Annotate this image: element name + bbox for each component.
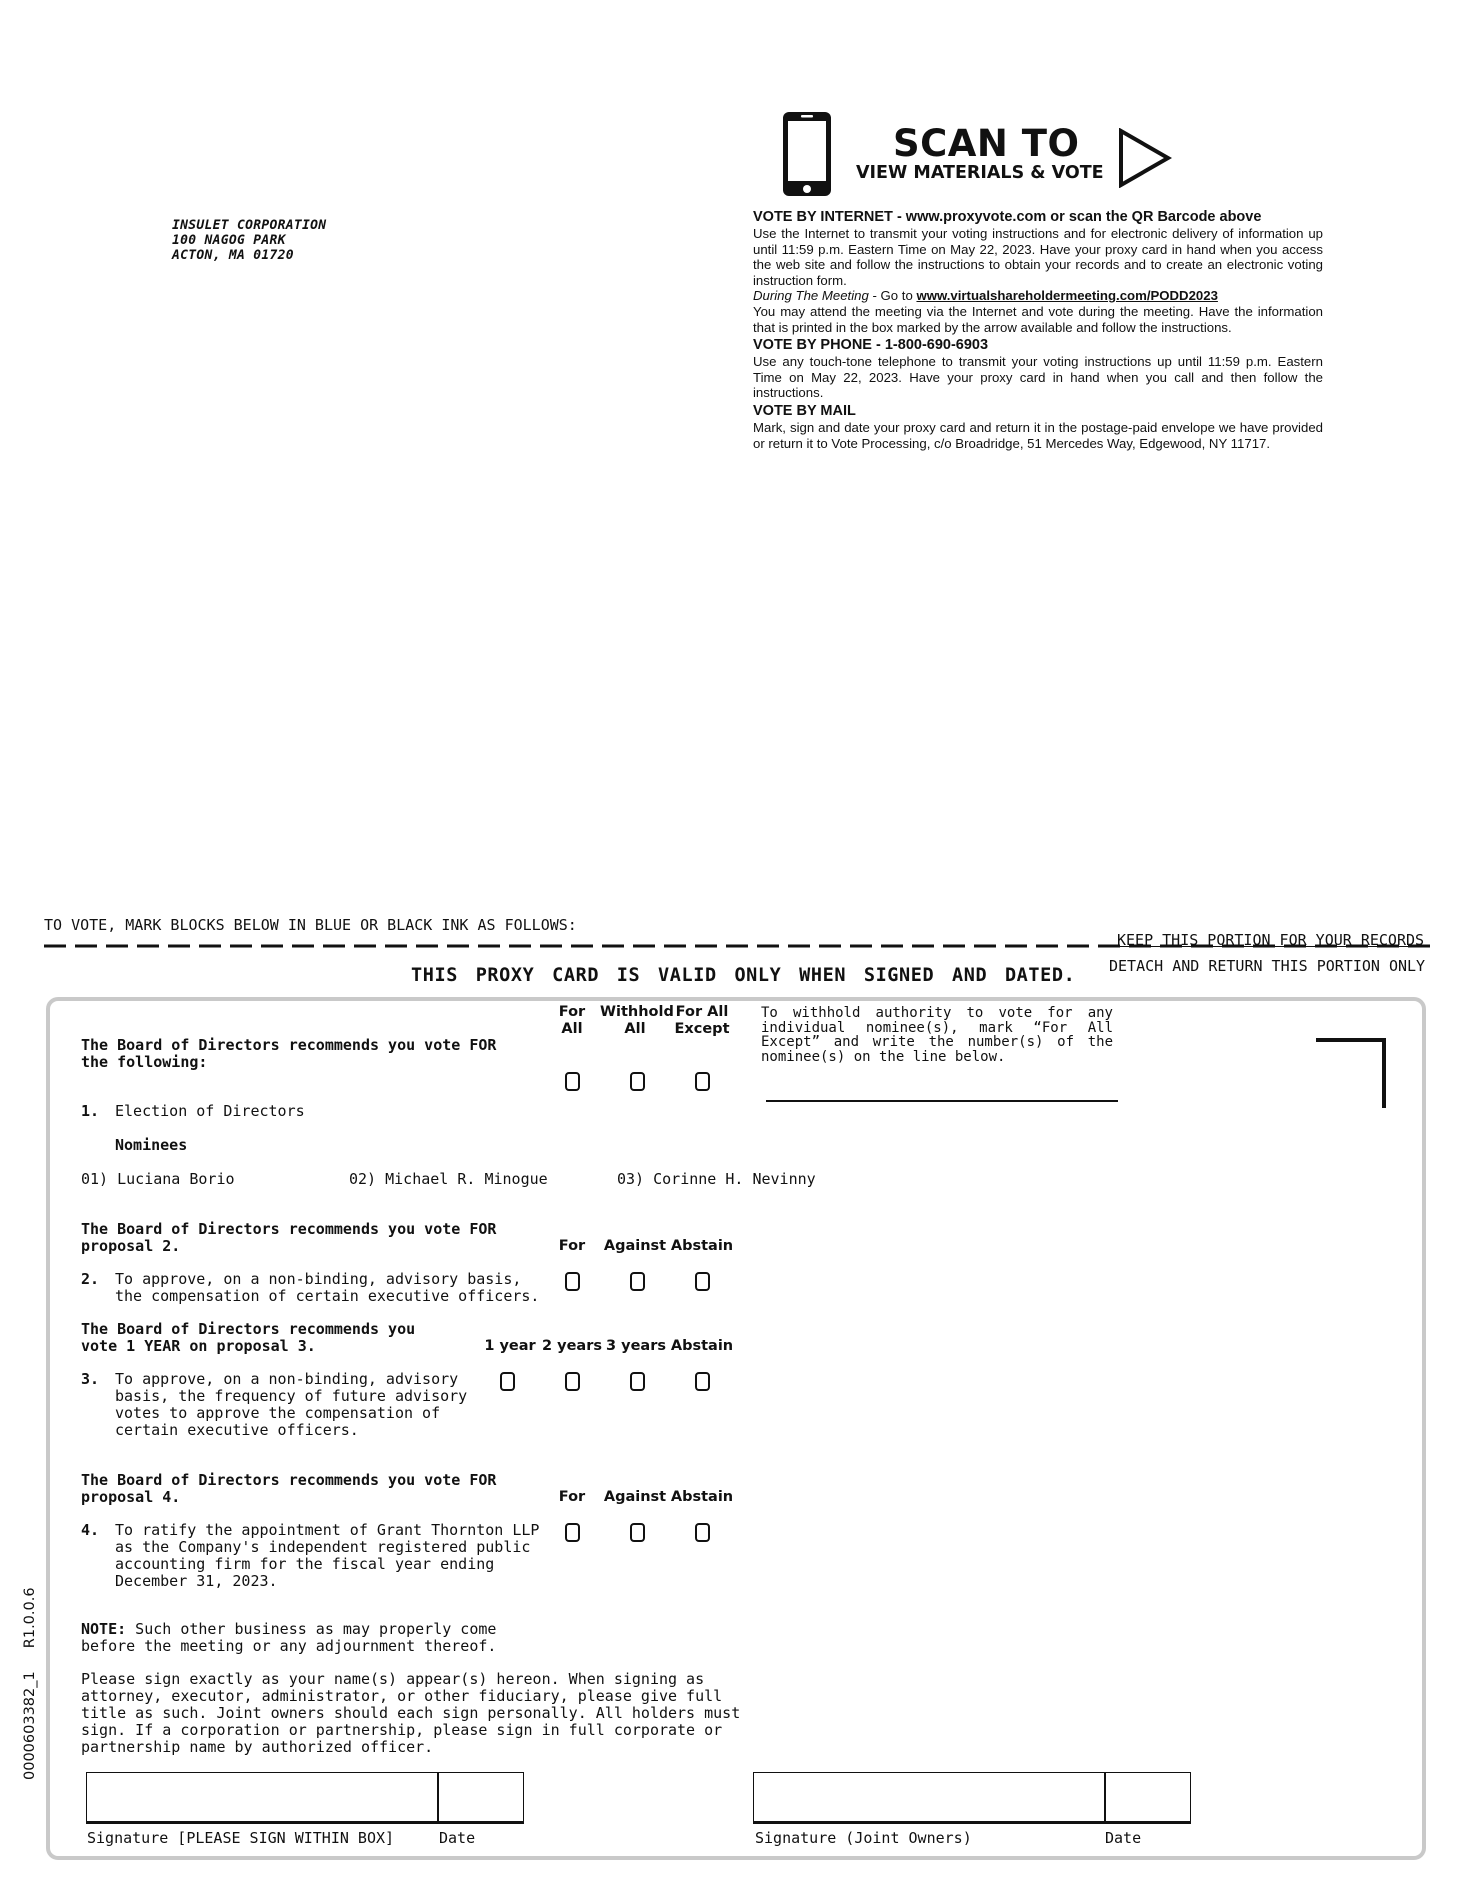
signature-label: Signature [PLEASE SIGN WITHIN BOX] [87,1829,395,1847]
phone-body: Use any touch-tone telephone to transmit your voting instructions up until 11:59 p.m. Eastern Time on May 22, 2023. Have your proxy card in hand when you call and then follow the instructions. [753,354,1323,401]
col-2-years: 2 years [542,1338,602,1354]
except-write-line[interactable] [766,1100,1118,1102]
p4-for-checkbox[interactable] [565,1523,580,1542]
play-arrow-icon [1118,128,1172,188]
voting-instructions [753,207,1323,451]
address-line: 100 NAGOG PARK [172,233,286,248]
nominees-label: Nominees [115,1136,188,1154]
p2-against-checkbox[interactable] [630,1272,645,1291]
withhold-all-checkbox[interactable] [630,1072,645,1091]
internet-body: Use the Internet to transmit your voting instructions and for electronic delivery of information up until 11:59 p.m. Eastern Time on May 22, 2023. Have your proxy card in hand when you access the web site and follow the instructions to obtain your records and to create an electronic voting instruction form. [753,226,1323,288]
election-title: Election of Directors [115,1102,305,1120]
nominee: 03) Corinne H. Nevinny [617,1170,816,1188]
mail-body: Mark, sign and date your proxy card and return it in the postage-paid envelope we have provided or return it to Vote Processing, c/o Broadridge, 51 Mercedes Way, Edgewood, NY 11717. [753,419,1323,451]
col-against: Against [603,1238,667,1254]
meeting-body: You may attend the meeting via the Internet and vote during the meeting. Have the information that is printed in the box marked by the arrow available and follow the instructions. [753,303,1323,335]
note [81,1621,496,1655]
except-instruction: To withhold authority to vote for any individual nominee(s), mark “For All Except” and write the number(s) of the nominee(s) on the line below. [761,1005,1113,1065]
p4-abstain-checkbox[interactable] [695,1523,710,1542]
p3-1-year-checkbox[interactable] [500,1372,515,1391]
p3-3-years-checkbox[interactable] [630,1372,645,1391]
item-number: 4. [81,1521,100,1539]
col-for: For [558,1238,586,1254]
date-divider [1104,1773,1106,1821]
sign-instructions: Please sign exactly as your name(s) appear(s) hereon. When signing as attorney, executor, administrator, or other fiduciary, please give full title as such. Joint owners should each sign personally. All holders must sign. If a corporation or partnership, please sign in full corporate or partnership name by authorized officer. [81,1670,741,1756]
col-for-all-except: For All Except [674,1004,730,1037]
col-for-all: For All [558,1004,586,1037]
col-abstain: Abstain [670,1238,734,1254]
proposal4-recommend: The Board of Directors recommends you vote FOR proposal 4. [81,1471,497,1506]
date-label: Date [439,1829,476,1847]
joint-signature-box[interactable] [753,1772,1191,1824]
scan-title: SCAN TO [893,122,1080,165]
form-code: 0000603382_1 R1.0.0.6 [22,1587,38,1780]
col-1-year: 1 year [484,1338,536,1354]
proposal3-text: To approve, on a non-binding, advisory basis, the frequency of future advisory votes to approve the compensation of certain executive officers. [115,1370,468,1439]
note-label: NOTE: [81,1620,127,1638]
date-divider [437,1773,439,1821]
for-all-checkbox[interactable] [565,1072,580,1091]
valid-notice: THIS PROXY CARD IS VALID ONLY WHEN SIGNED AND DATED. [411,965,1076,986]
to-vote-instruction: TO VOTE, MARK BLOCKS BELOW IN BLUE OR BLACK INK AS FOLLOWS: [44,916,577,934]
address-line: INSULET CORPORATION [172,218,327,233]
for-all-except-checkbox[interactable] [695,1072,710,1091]
p3-abstain-checkbox[interactable] [695,1372,710,1391]
joint-date-label: Date [1105,1829,1142,1847]
internet-heading: VOTE BY INTERNET - www.proxyvote.com or scan the QR Barcode above [753,209,1262,225]
proposal2-text: To approve, on a non-binding, advisory basis, the compensation of certain executive officers. [115,1270,540,1305]
detach-portion-label: DETACH AND RETURN THIS PORTION ONLY [1109,957,1426,975]
joint-signature-label: Signature (Joint Owners) [755,1829,972,1847]
col-abstain: Abstain [670,1489,734,1505]
col-for: For [558,1489,586,1505]
meeting-url-link[interactable]: www.virtualshareholdermeeting.com/PODD2023 [916,288,1218,304]
mail-heading: VOTE BY MAIL [753,402,856,419]
scan-subtitle: VIEW MATERIALS & VOTE [856,163,1104,183]
phone-heading: VOTE BY PHONE - 1-800-690-6903 [753,337,989,354]
item-number: 3. [81,1370,100,1388]
p3-2-years-checkbox[interactable] [565,1372,580,1391]
col-withhold-all: Withhold All [600,1004,674,1037]
meeting-label: During The Meeting [753,288,869,304]
proposal4-text: To ratify the appointment of Grant Thornton LLP as the Company's independent registered public accounting firm for the fiscal year ending December 31, 2023. [115,1521,540,1590]
note-text: Such other business as may properly come before the meeting or any adjournment thereof. [81,1620,497,1655]
proposal3-recommend: The Board of Directors recommends you vote 1 YEAR on proposal 3. [81,1320,416,1355]
address-line: ACTON, MA 01720 [172,248,294,263]
meeting-line [753,288,1323,304]
keep-portion-label: KEEP THIS PORTION FOR YOUR RECORDS [1117,931,1425,949]
mailing-address [172,218,326,263]
p4-against-checkbox[interactable] [630,1523,645,1542]
smartphone-icon [781,110,833,198]
col-3-years: 3 years [606,1338,666,1354]
p2-abstain-checkbox[interactable] [695,1272,710,1291]
item-number: 1. [81,1102,100,1120]
signature-box[interactable] [86,1772,524,1824]
proposal2-recommend: The Board of Directors recommends you vote FOR proposal 2. [81,1220,497,1255]
col-abstain: Abstain [670,1338,734,1354]
meeting-goto: - Go to [868,288,917,304]
corner-mark [1316,1038,1386,1108]
election-recommend: The Board of Directors recommends you vote FOR the following: [81,1036,497,1071]
p2-for-checkbox[interactable] [565,1272,580,1291]
nominee: 01) Luciana Borio [81,1170,235,1188]
col-against: Against [603,1489,667,1505]
nominee: 02) Michael R. Minogue [349,1170,548,1188]
item-number: 2. [81,1270,100,1288]
